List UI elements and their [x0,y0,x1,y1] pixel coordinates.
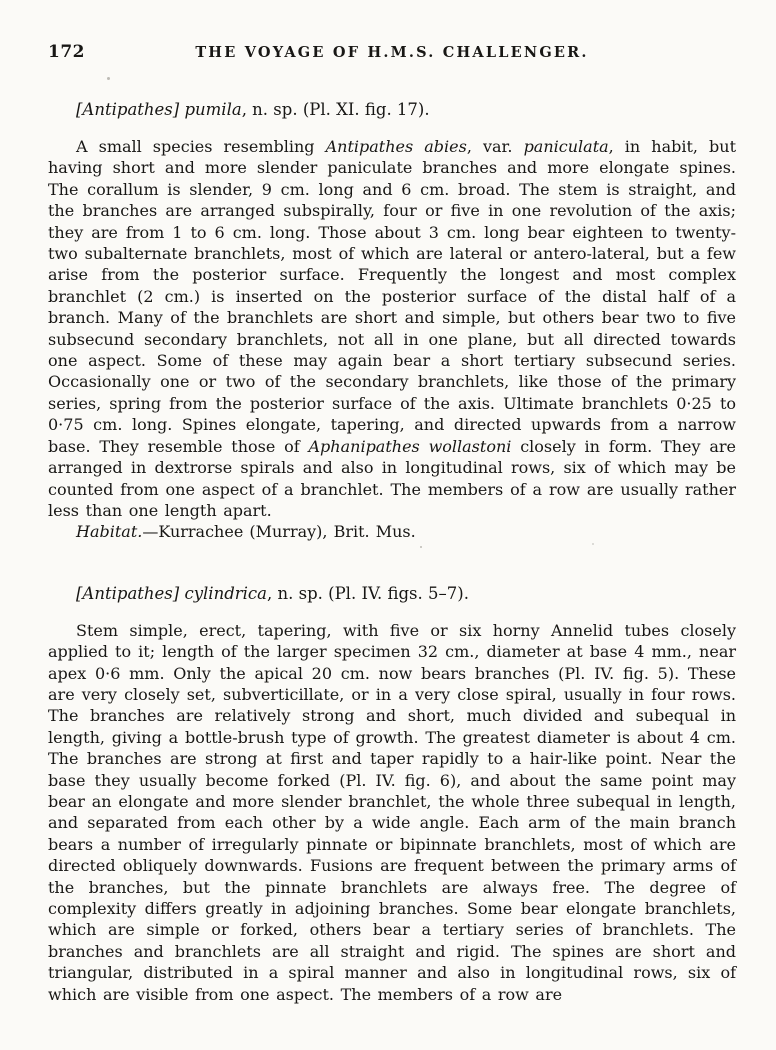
scan-speck [107,77,110,80]
species-heading-cylindrica: [Antipathes] cylindrica, n. sp. (Pl. IV. figs. 5–7). [76,583,469,603]
page-header [48,42,736,62]
running-title: THE VOYAGE OF H.M.S. CHALLENGER. [195,44,589,61]
page-body [48,99,736,1005]
species-heading-pumila: [Antipathes] pumila, n. sp. (Pl. XI. fig. 17). [76,100,430,119]
page-number: 172 [48,42,85,62]
scan-speck [420,546,422,548]
scan-speck [592,543,594,545]
habitat-line: Habitat.—Kurrachee (Murray), Brit. Mus. [76,522,416,542]
description-paragraph-cylindrica: Stem simple, erect, tapering, with five or six horny Annelid tubes closely applied to it; length of the larger specimen 32 cm., diameter at base 4 mm., near apex 0·6 mm. Only the apical 20 cm. now bears branches (Pl. IV. fig. 5). These are very closely set, subverticillate, or in a very close spiral, usually in four rows. The branches are relatively strong and short, much divided and subequal in length, giving a bottle-brush type of growth. The greatest diameter is about 4 cm. The branches are strong at first and taper rapidly to a hair-like point. Near the base they usually become forked (Pl. IV. fig. 6), and about the same point may bear an elongate and more slender branchlet, the whole three subequal in length, and separated from each other by a wide angle. Each arm of the main branch bears a number of irregularly pinnate or bipinnate branchlets, most of which are directed obliquely downwards. Fusions are frequent between the primary arms of the branches, but the pinnate branchlets are always free. The degree of complexity differs greatly in adjoining branches. Some bear elongate branchlets, which are simple or forked, others bear a tertiary series of branchlets. The branches and branchlets are all straight and rigid. The spines are short and triangular, distributed in a spiral manner and also in longitudinal rows, six of which are visible from one aspect. The members of a row are [48,620,736,1004]
description-paragraph-pumila: A small species resembling Antipathes abies, var. paniculata, in habit, but having short and more slender paniculate branches and more elongate spines. The corallum is slender, 9 cm. long and 6 cm. broad. The stem is straight, and the branches are arranged subspirally, four or five in one revolution of the axis; they are from 1 to 6 cm. long. Those about 3 cm. long bear eighteen to twenty-two subalternate branchlets, most of which are lateral or antero-lateral, but a few arise from the posterior surface. Frequently the longest and most complex branchlet (2 cm.) is inserted on the posterior surface of the distal half of a branch. Many of the branchlets are short and simple, but others bear two to five subsecund secondary branchlets, not all in one plane, but all directed towards one aspect. Some of these may again bear a short tertiary subsecund series. Occasionally one or two of the secondary branchlets, like those of the primary series, spring from the posterior surface of the axis. Ultimate branchlets 0·25 to 0·75 cm. long. Spines elongate, tapering, and directed upwards from a narrow base. They resemble those of Aphanipathes wollastoni closely in form. They are arranged in dextrorse spirals and also in longitudinal rows, six of which may be counted from one aspect of a branchlet. The members of a row are usually rather less than one length apart. [48,137,737,520]
